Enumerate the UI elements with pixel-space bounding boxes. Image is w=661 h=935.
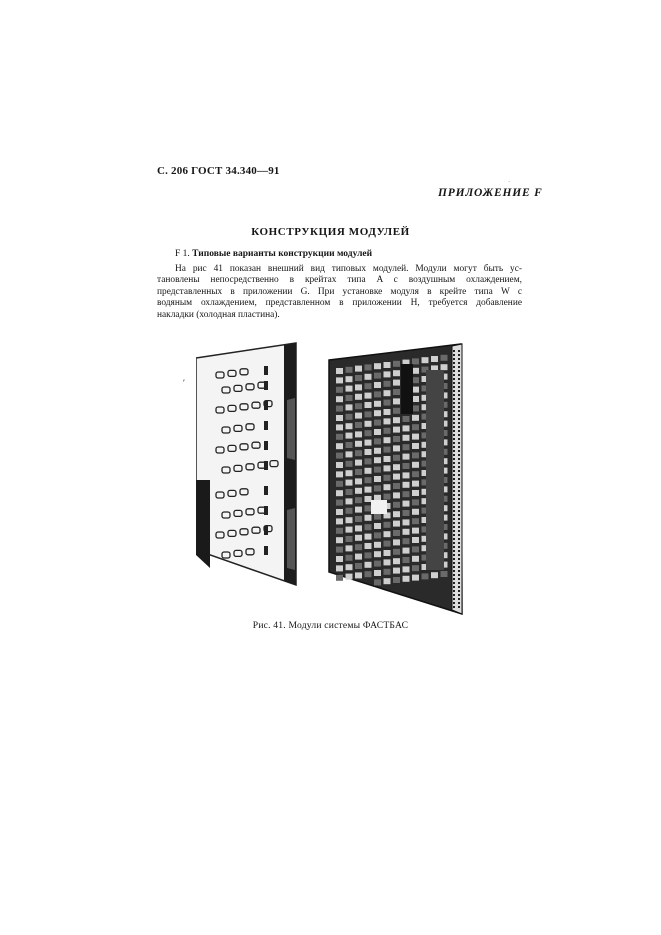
- stray-mark-icon: ´: [508, 180, 511, 188]
- figure-caption: Рис. 41. Модули системы ФАСТБАС: [252, 620, 409, 631]
- margin-mark-icon: ′: [183, 378, 185, 388]
- paragraph-line: На рис 41 показан внешний вид типовых модулей. Модули могут быть ус-: [175, 264, 522, 274]
- page-header: С. 206 ГОСТ 34.340—91: [157, 165, 280, 177]
- module-photo-figure: [196, 340, 486, 615]
- section-heading: [175, 249, 372, 259]
- section-title: Типовые варианты конструкции модулей: [192, 249, 373, 259]
- paragraph-line: тановлены непосредственно в крейтах типа A с воздушным охлаждением,: [157, 275, 522, 286]
- section-number: F 1.: [175, 249, 190, 259]
- paragraph-line: накладки (холодная пластина).: [157, 309, 280, 320]
- page-title: КОНСТРУКЦИЯ МОДУЛЕЙ: [251, 226, 410, 238]
- module-left-illustration: [196, 343, 296, 585]
- module-right-illustration: [329, 344, 462, 614]
- body-paragraph: [157, 264, 522, 321]
- paragraph-line: представленных в приложении G. При установке модуля в крейте типа W с: [157, 286, 522, 297]
- paragraph-line: водяным охлаждением, представленном в приложении H, требуется добавление: [157, 298, 522, 309]
- appendix-label: ПРИЛОЖЕНИЕ F: [438, 187, 543, 199]
